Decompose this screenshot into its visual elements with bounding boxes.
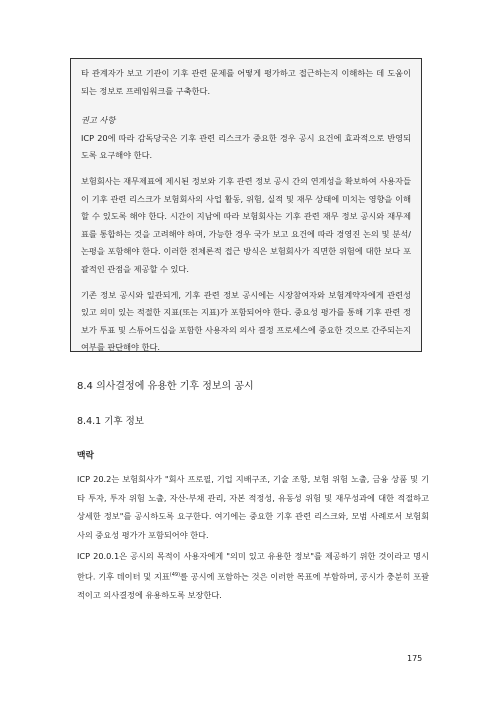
recommendation-box <box>70 58 422 352</box>
box-paragraph-2: 보험회사는 재무제표에 제시된 정보와 기후 관련 정보 공시 간의 연계성을 확보하여 사용자들이 기후 관련 리스크가 보험회사의 사업 활동, 위험, 실적 및 재무 상태에 미치는 영향을 이해할 수 있도록 해야 한다. 시간이 지남에 따라 보험회사는 기후 관련 재무 정보 공시와 재무제표를 통합하는 것을 고려해야 하며, 가능한 경우 국가 보고 요건에 따라 경영진 논의 및 분석/논평을 포함해야 한다. 이러한 전체론적 접근 방식은 보험회사가 직면한 위험에 대한 보다 포괄적인 관점을 제공할 수 있다. <box>81 175 411 274</box>
context-label: 맥락 <box>77 451 94 461</box>
body-paragraph-1 <box>77 470 429 544</box>
body-paragraph-2-part-a: ICP 20.0.1은 공시의 목적이 사용자에게 "의미 있고 유용한 정보"를 제공하기 위한 것이라고 명시한다. 기후 데이터 및 지표 <box>77 551 429 582</box>
footnote-ref: (49) <box>169 571 181 578</box>
subsection-heading: 8.4.1 기후 정보 <box>77 416 144 427</box>
body-paragraph-1-text: ICP 20.2는 보험회사가 "회사 프로필, 기업 지배구조, 기술 조항, 보험 위험 노출, 금융 상품 및 기타 투자, 투자 위험 노출, 자산-부채 관리, 자본 적정성, 유동성 위험 및 재무성과에 대한 적절하고 상세한 정보"를 공시하도록 요구한다. 여기에는 중요한 기후 관련 리스크와, 모범 사례로서 보험회사의 중요성 평가가 포함되어야 한다. <box>77 474 429 540</box>
body-paragraph-2 <box>77 547 429 604</box>
box-paragraph-3: 기존 정보 공시와 일관되게, 기후 관련 정보 공시에는 시장참여자와 보험계약자에게 관련성 있고 의미 있는 적절한 지표(또는 지표)가 포함되어야 한다. 중요성 평가를 통해 기후 관련 정보가 투표 및 스튜어드십을 포함한 사용자의 의사 결정 프로세스에 중요한 것으로 간주되는지 여부를 판단해야 한다. <box>81 289 411 353</box>
page-number: 175 <box>407 654 423 663</box>
section-heading: 8.4 의사결정에 유용한 기후 정보의 공시 <box>77 381 254 392</box>
body-paragraph-2-text <box>77 547 429 604</box>
body-paragraph-2-part-b: 를 공시에 포함하는 것은 이러한 목표에 부합하며, 공시가 충분히 포괄적이고 의사결정에 유용하도록 보장한다. <box>77 571 429 600</box>
box-paragraph-1: ICP 20에 따라 감독당국은 기후 관련 리스크가 중요한 경우 공시 요건에 효과적으로 반영되도록 요구해야 한다. <box>81 132 411 161</box>
recommendation-heading: 권고 사항 <box>81 115 116 126</box>
box-intro: 타 관계자가 보고 기관이 기후 관련 문제를 어떻게 평가하고 접근하는지 이해하는 데 도움이 되는 정보로 프레임워크를 구축한다. <box>81 68 411 96</box>
